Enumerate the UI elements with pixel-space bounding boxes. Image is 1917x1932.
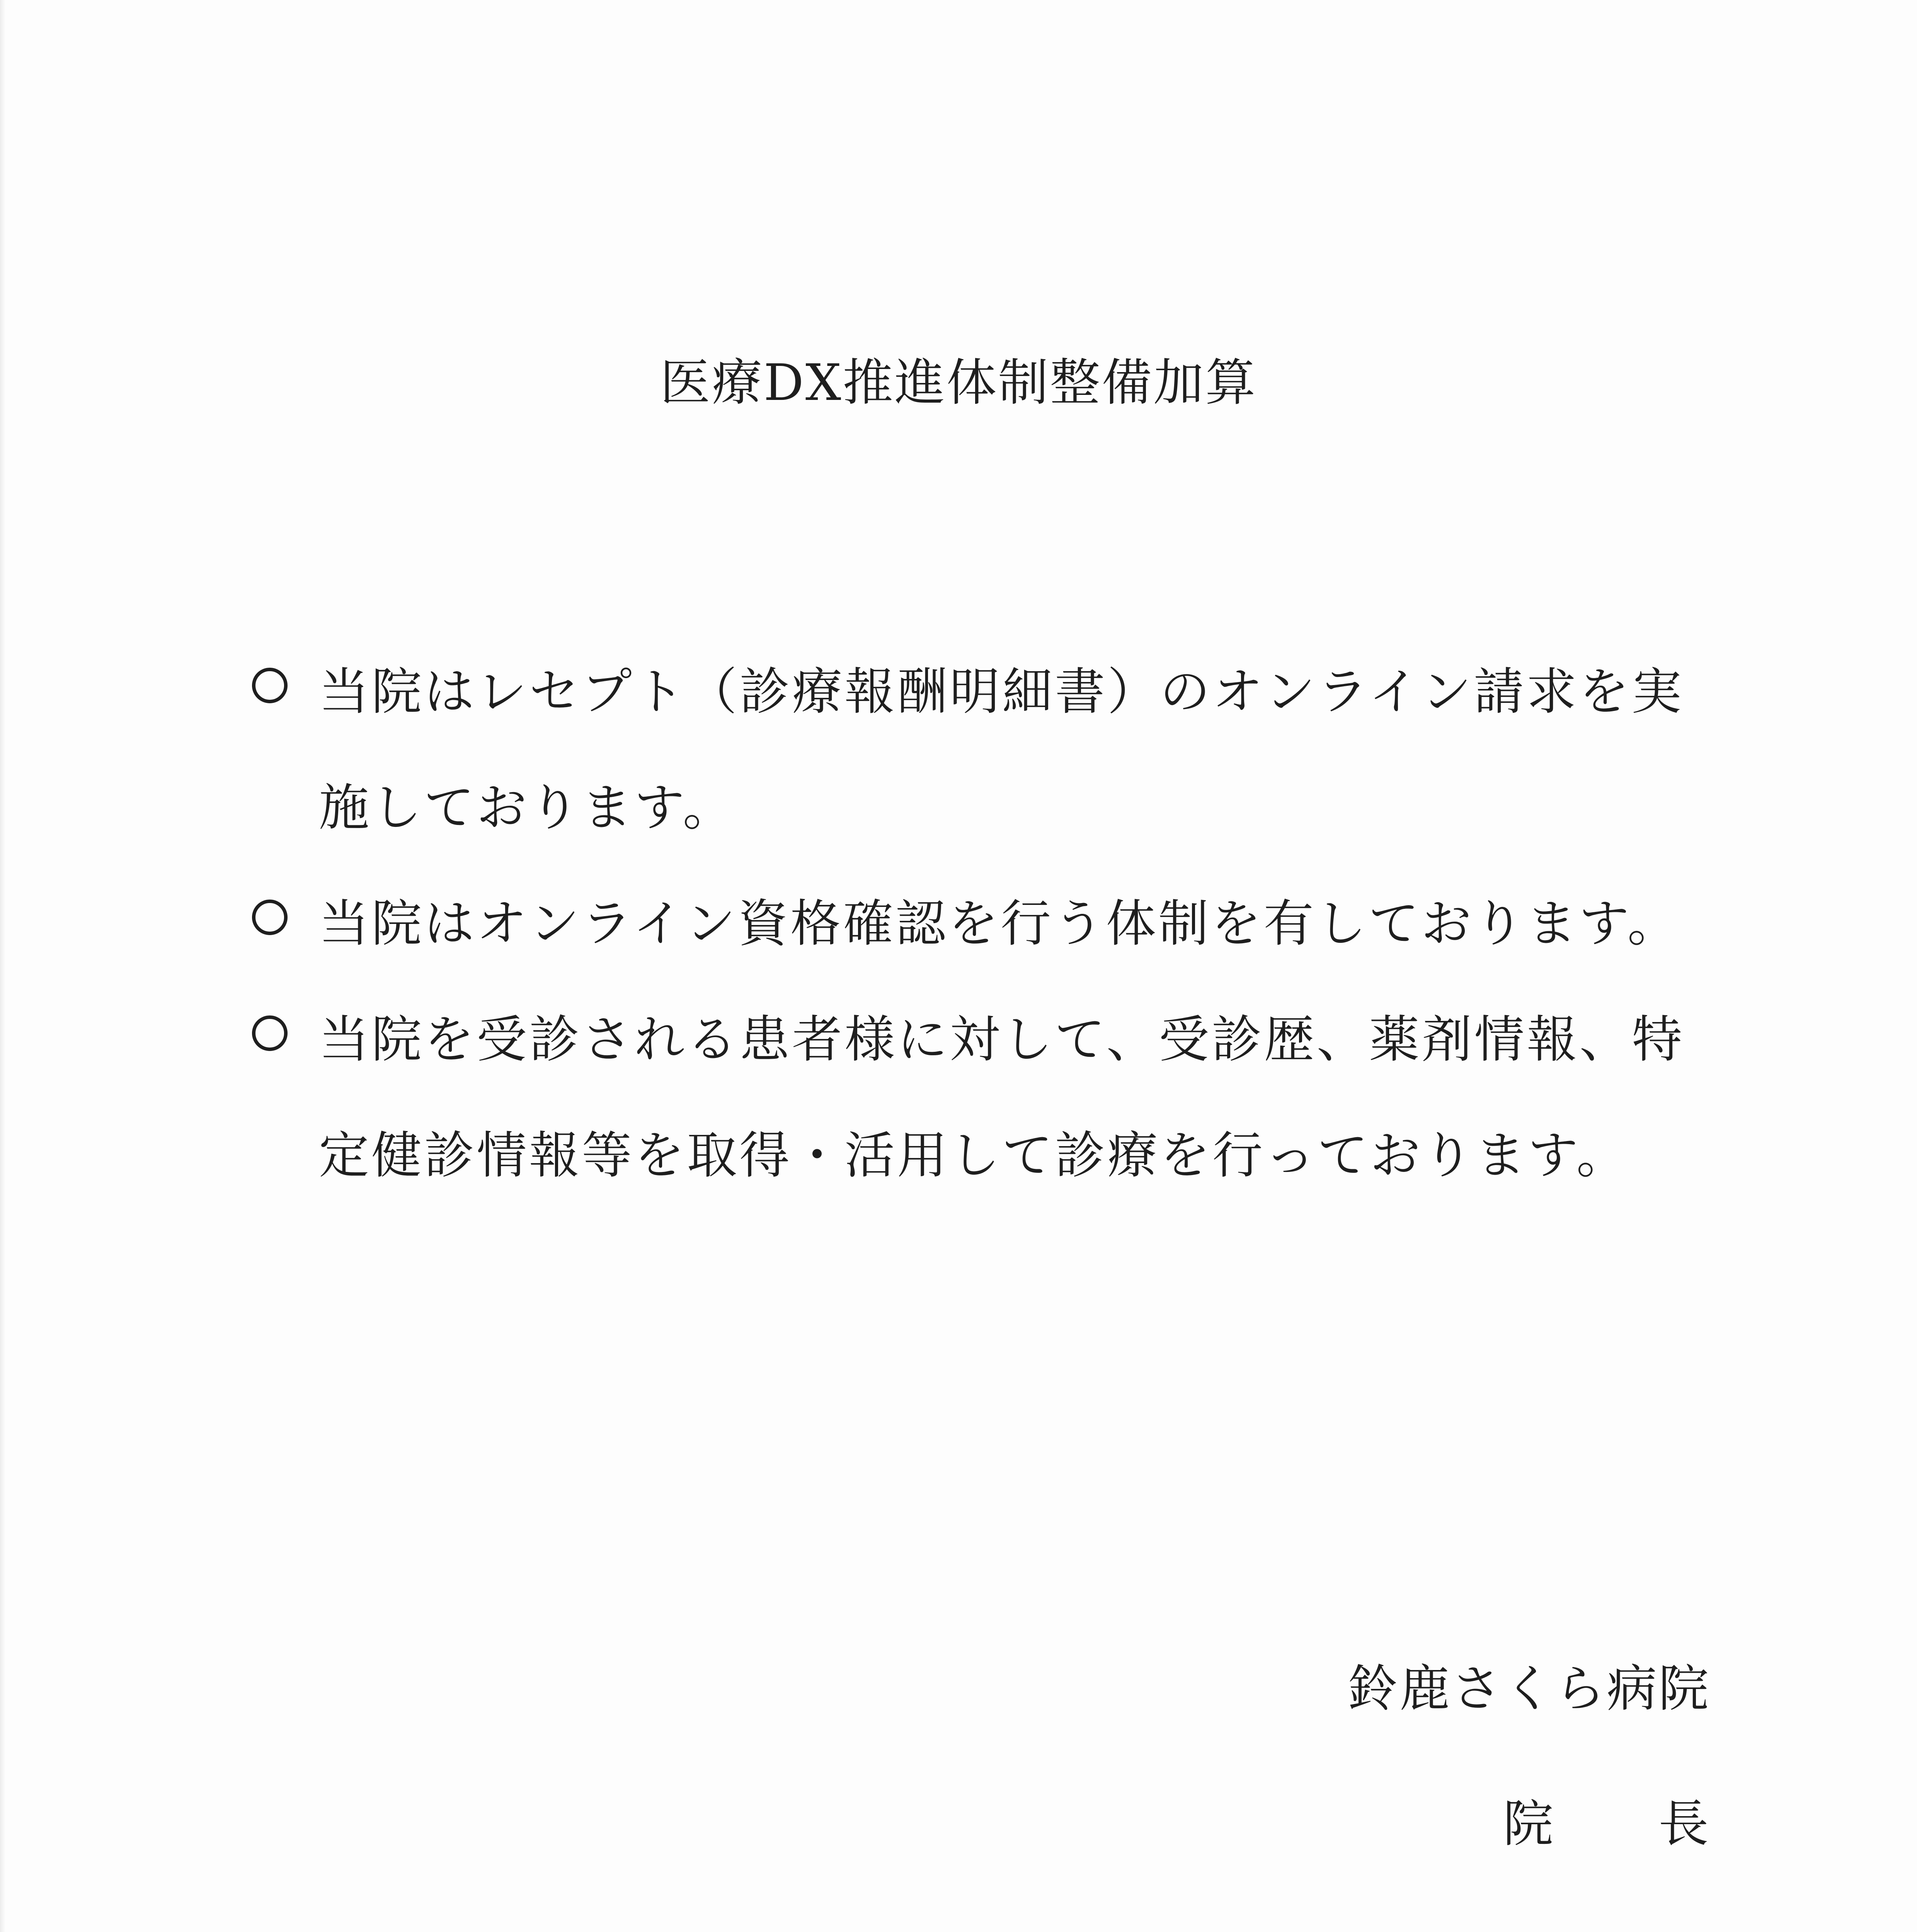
statement-item — [247, 866, 1716, 981]
statement-list — [247, 634, 1716, 1213]
statement-item — [247, 981, 1716, 1213]
statement-text: 当院はオンライン資格確認を行う体制を有しております。 — [319, 894, 1680, 953]
statement-item — [247, 634, 1716, 866]
scan-edge-shadow — [0, 0, 5, 1932]
hospital-name: 鈴鹿さくら病院 — [1347, 1659, 1710, 1718]
director-title: 院 長 — [1503, 1794, 1710, 1853]
hollow-circle-icon — [252, 668, 288, 703]
statement-text: 当院を受診される患者様に対して、受診歴、薬剤情報、特定健診情報等を取得・活用して診療を行っております。 — [319, 1010, 1685, 1185]
signature-block — [1348, 1654, 1710, 1859]
statement-text: 当院はレセプト（診療報酬明細書）のオンライン請求を実施しております。 — [319, 662, 1684, 837]
hollow-circle-icon — [252, 1015, 288, 1051]
hollow-circle-icon — [252, 900, 288, 935]
document-title: 医療DX推進体制整備加算 — [660, 353, 1257, 412]
